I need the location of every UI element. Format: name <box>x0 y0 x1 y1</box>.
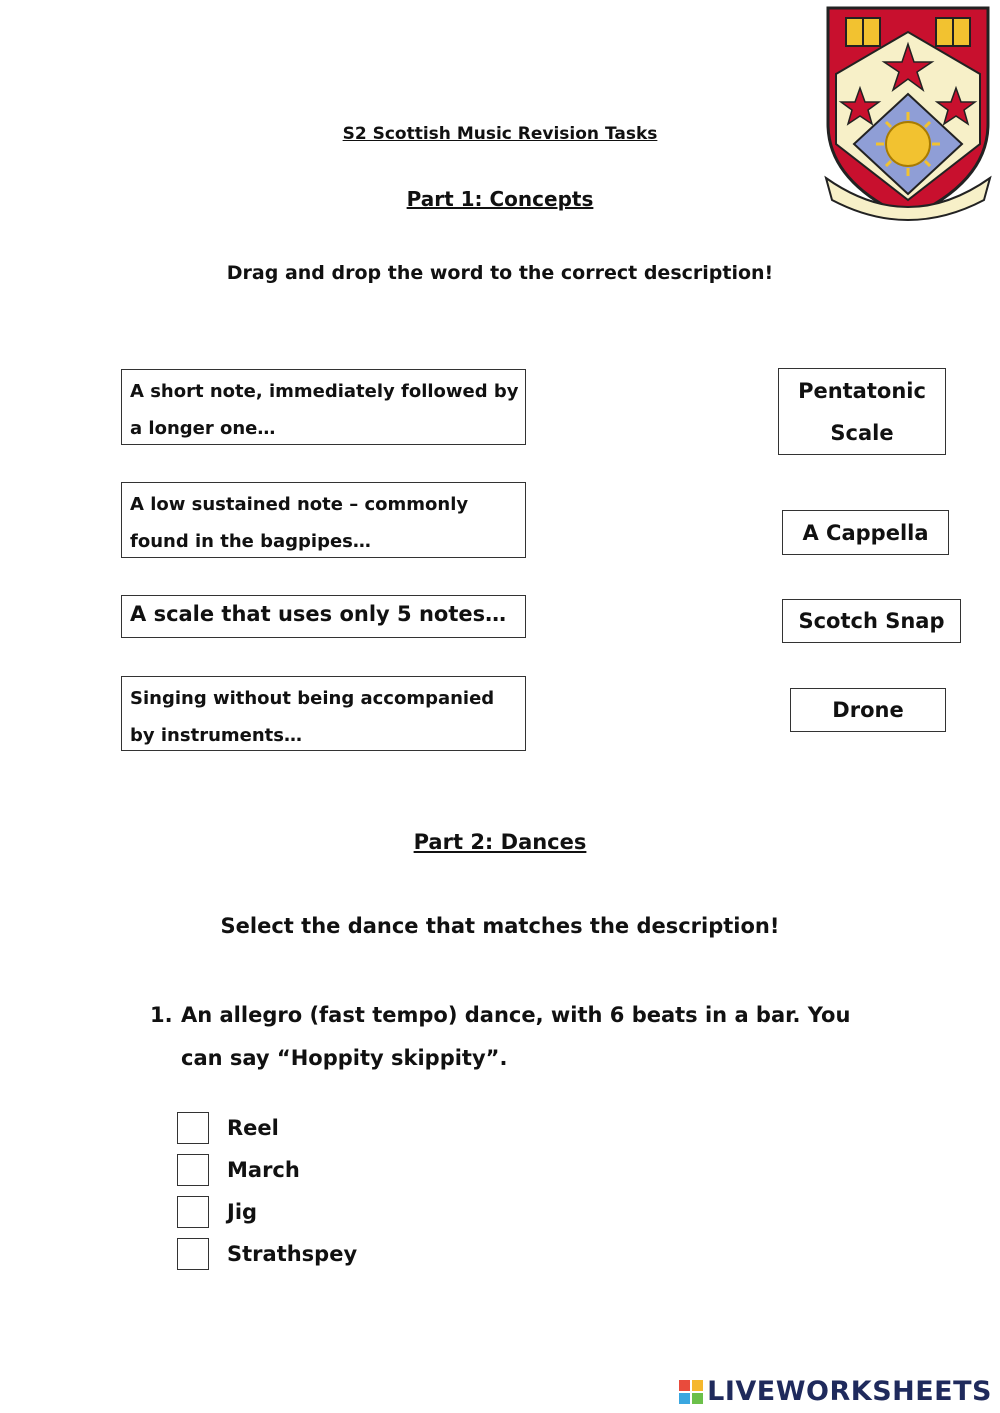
word-card-label: Pentatonic Scale <box>798 378 926 445</box>
description-box-3[interactable] <box>121 595 526 638</box>
option-jig[interactable] <box>177 1195 257 1229</box>
part2-instruction: Select the dance that matches the description! <box>220 914 780 938</box>
option-march[interactable] <box>177 1153 300 1187</box>
liveworksheets-logo-icon <box>679 1380 703 1404</box>
description-text-3: A scale that uses only 5 notes… <box>130 602 507 626</box>
word-card-scotch-snap[interactable] <box>782 599 961 643</box>
word-card-drone[interactable] <box>790 688 946 732</box>
question-number: 1. <box>150 1003 173 1027</box>
word-card-label: A Cappella <box>802 520 929 545</box>
option-strathspey[interactable] <box>177 1237 357 1271</box>
option-label-jig: Jig <box>227 1200 258 1224</box>
description-text-4: Singing without being accompanied by instruments… <box>130 688 495 746</box>
part1-heading: Part 1: Concepts <box>406 187 594 211</box>
question-1 <box>150 994 870 1080</box>
description-box-4[interactable] <box>121 676 526 751</box>
question-text: An allegro (fast tempo) dance, with 6 beats in a bar. You can say “Hoppity skippity”. <box>181 1003 851 1070</box>
word-card-a-cappella[interactable] <box>782 510 949 555</box>
option-label-reel: Reel <box>227 1116 279 1140</box>
liveworksheets-brand <box>679 1376 992 1407</box>
part1-instruction: Drag and drop the word to the correct description! <box>226 262 774 284</box>
description-text-2: A low sustained note – commonly found in the bagpipes… <box>130 494 469 552</box>
checkbox-reel[interactable] <box>177 1112 209 1144</box>
option-label-strathspey: Strathspey <box>227 1242 358 1266</box>
word-card-pentatonic-scale[interactable] <box>778 368 946 455</box>
checkbox-strathspey[interactable] <box>177 1238 209 1270</box>
word-card-label: Scotch Snap <box>798 609 945 633</box>
word-card-label: Drone <box>832 698 904 722</box>
description-text-1: A short note, immediately followed by a longer one… <box>130 381 519 439</box>
part2-heading: Part 2: Dances <box>413 830 587 854</box>
description-box-2[interactable] <box>121 482 526 558</box>
option-label-march: March <box>227 1158 300 1182</box>
checkbox-march[interactable] <box>177 1154 209 1186</box>
checkbox-jig[interactable] <box>177 1196 209 1228</box>
brand-name: LIVEWORKSHEETS <box>707 1376 992 1407</box>
description-box-1[interactable] <box>121 369 526 445</box>
option-reel[interactable] <box>177 1111 279 1145</box>
worksheet-title: S2 Scottish Music Revision Tasks <box>342 124 658 144</box>
